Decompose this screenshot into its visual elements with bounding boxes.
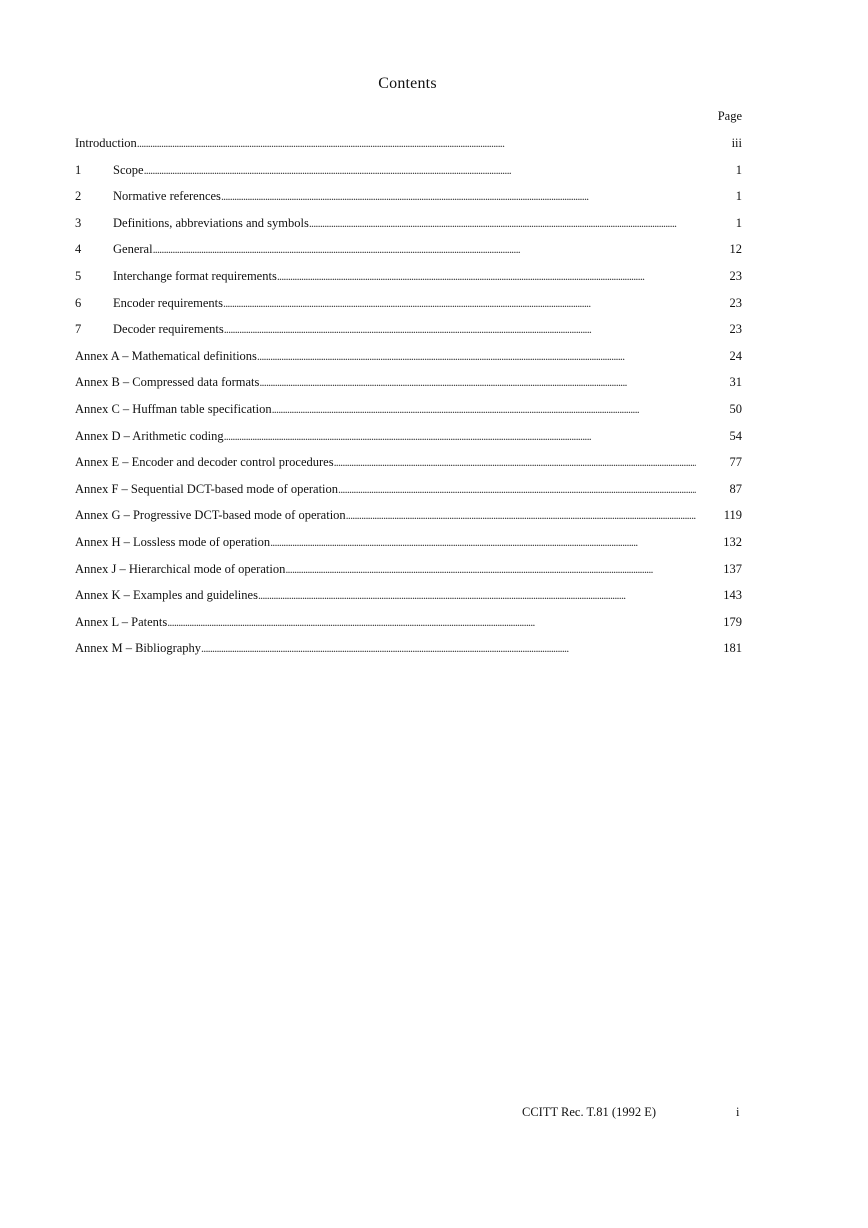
toc-entry-page: 137 xyxy=(723,561,742,576)
toc-entry-page: 77 xyxy=(729,455,742,470)
toc-entry-page: 132 xyxy=(723,534,742,549)
toc-entry-page: 31 xyxy=(729,375,742,390)
toc-entry-label: Annex M – Bibliography xyxy=(75,641,202,656)
toc-entry-annex-m[interactable] xyxy=(75,635,742,662)
dot-leader xyxy=(270,529,696,556)
dot-leader xyxy=(277,263,696,290)
toc-entry-annex-a[interactable] xyxy=(75,343,742,370)
toc-entry-page: 143 xyxy=(723,588,742,603)
toc-entry-label: Introduction xyxy=(75,136,137,150)
toc-entry-label: Annex F – Sequential DCT-based mode of operation xyxy=(75,481,339,496)
toc-entry-definitions[interactable] xyxy=(75,210,742,237)
toc-entry-label: Annex L – Patents xyxy=(75,614,168,629)
toc-entry-label: Annex G – Progressive DCT-based mode of operation xyxy=(75,508,346,523)
toc-entry-interchange-format[interactable] xyxy=(75,263,742,290)
table-of-contents xyxy=(75,130,742,662)
toc-entry-annex-e[interactable] xyxy=(75,449,742,476)
toc-entry-page: 1 xyxy=(735,189,742,204)
toc-entry-page: 23 xyxy=(729,268,742,283)
toc-entry-page: 179 xyxy=(723,614,742,629)
page-title: Contents xyxy=(378,75,437,92)
toc-entry-number: 6 xyxy=(75,295,82,310)
toc-entry-page: 50 xyxy=(729,401,742,416)
dot-leader xyxy=(144,157,696,184)
toc-entry-number: 2 xyxy=(75,189,82,204)
toc-entry-label: Definitions, abbreviations and symbols xyxy=(113,215,309,230)
toc-entry-page: 12 xyxy=(729,242,742,257)
toc-entry-introduction[interactable] xyxy=(75,130,742,157)
toc-entry-label: Annex K – Examples and guidelines xyxy=(75,588,258,603)
dot-leader xyxy=(201,635,696,662)
dot-leader xyxy=(224,423,696,450)
toc-entry-number: 4 xyxy=(75,242,82,257)
toc-entry-page: 1 xyxy=(735,215,742,230)
toc-entry-label: Annex A – Mathematical definitions xyxy=(75,348,257,363)
toc-entry-annex-b[interactable] xyxy=(75,369,742,396)
toc-entry-annex-k[interactable] xyxy=(75,582,742,609)
dot-leader xyxy=(259,369,696,396)
dot-leader xyxy=(338,476,696,503)
toc-entry-page: 54 xyxy=(729,428,742,443)
toc-entry-general[interactable] xyxy=(75,236,742,263)
toc-entry-encoder-requirements[interactable] xyxy=(75,290,742,317)
toc-entry-label: Interchange format requirements xyxy=(113,268,277,283)
dot-leader xyxy=(334,449,696,476)
toc-entry-label: Annex H – Lossless mode of operation xyxy=(75,534,271,549)
toc-entry-annex-l[interactable] xyxy=(75,609,742,636)
dot-leader xyxy=(223,290,696,317)
toc-entry-decoder-requirements[interactable] xyxy=(75,316,742,343)
toc-entry-annex-c[interactable] xyxy=(75,396,742,423)
toc-entry-page: iii xyxy=(731,136,742,150)
toc-entry-annex-g[interactable] xyxy=(75,502,742,529)
toc-entry-page: 1 xyxy=(735,162,742,177)
toc-entry-label: Decoder requirements xyxy=(113,322,224,337)
toc-entry-number: 1 xyxy=(75,162,82,177)
dot-leader xyxy=(224,316,696,343)
toc-entry-label: Scope xyxy=(113,162,144,177)
toc-entry-normative-references[interactable] xyxy=(75,183,742,210)
dot-leader xyxy=(153,236,696,263)
toc-entry-label: Annex J – Hierarchical mode of operation xyxy=(75,561,286,576)
toc-entry-page: 119 xyxy=(723,508,742,523)
toc-entry-annex-h[interactable] xyxy=(75,529,742,556)
toc-entry-page: 24 xyxy=(729,348,742,363)
toc-entry-page: 87 xyxy=(729,481,742,496)
footer-page-number: i xyxy=(736,1105,740,1119)
toc-entry-number: 7 xyxy=(75,322,82,337)
toc-entry-scope[interactable] xyxy=(75,157,742,184)
dot-leader xyxy=(257,343,696,370)
dot-leader xyxy=(137,130,696,157)
toc-entry-annex-d[interactable] xyxy=(75,423,742,450)
toc-entry-number: 5 xyxy=(75,268,82,283)
footer-reference: CCITT Rec. T.81 (1992 E) xyxy=(522,1105,657,1119)
toc-entry-label: Annex E – Encoder and decoder control procedures xyxy=(75,455,334,470)
toc-entry-label: Annex B – Compressed data formats xyxy=(75,375,260,390)
toc-entry-annex-j[interactable] xyxy=(75,556,742,583)
toc-entry-label: General xyxy=(113,242,153,257)
dot-leader xyxy=(285,556,696,583)
toc-entry-number: 3 xyxy=(75,215,82,230)
dot-leader xyxy=(346,502,696,529)
toc-entry-label: Normative references xyxy=(113,189,221,204)
dot-leader xyxy=(221,183,696,210)
toc-entry-annex-f[interactable] xyxy=(75,476,742,503)
dot-leader xyxy=(272,396,696,423)
dot-leader xyxy=(167,609,696,636)
dot-leader xyxy=(258,582,696,609)
dot-leader xyxy=(309,210,696,237)
toc-entry-page: 181 xyxy=(723,641,742,656)
toc-entry-page: 23 xyxy=(729,322,742,337)
toc-entry-label: Encoder requirements xyxy=(113,295,224,310)
toc-entry-label: Annex D – Arithmetic coding xyxy=(75,428,224,443)
toc-entry-label: Annex C – Huffman table specification xyxy=(75,401,272,416)
page-column-label: Page xyxy=(717,109,742,123)
toc-entry-page: 23 xyxy=(729,295,742,310)
